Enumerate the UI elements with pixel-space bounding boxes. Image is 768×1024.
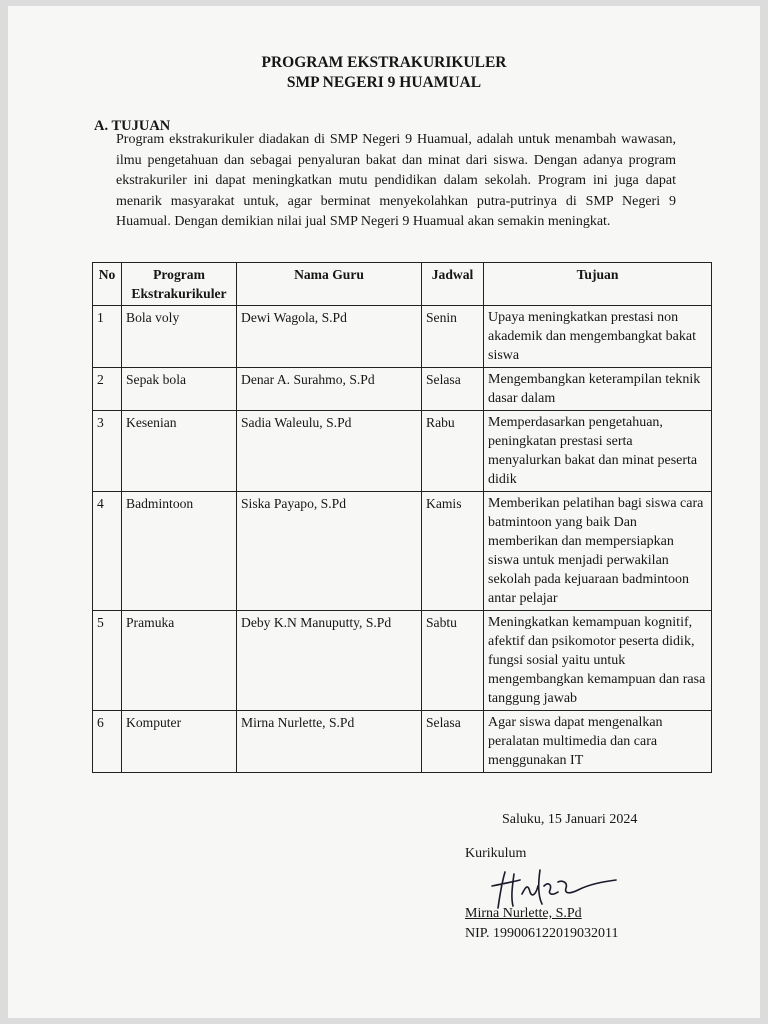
header-nama-guru: Nama Guru — [237, 263, 422, 306]
header-no: No — [93, 263, 122, 306]
signer-name: Mirna Nurlette, S.Pd — [465, 906, 582, 921]
cell-guru: Siska Payapo, S.Pd — [237, 492, 422, 611]
table-row — [93, 711, 712, 773]
table-row — [93, 611, 712, 711]
cell-program: Sepak bola — [122, 368, 237, 411]
cell-tujuan: Memberikan pelatihan bagi siswa cara batmintoon yang baik Dan memberikan dan mempersiapkan siswa untuk menjadi perwakilan sekolah pada kejuaraan badmintoon antar pelajar — [484, 492, 712, 611]
cell-program: Komputer — [122, 711, 237, 773]
cell-jadwal: Rabu — [422, 411, 484, 492]
cell-program: Kesenian — [122, 411, 237, 492]
header-program: Program Ekstrakurikuler — [122, 263, 237, 306]
table-row — [93, 306, 712, 368]
cell-jadwal: Sabtu — [422, 611, 484, 711]
header-tujuan: Tujuan — [484, 263, 712, 306]
cell-no: 5 — [93, 611, 122, 711]
school-name: SMP NEGERI 9 HUAMUAL — [286, 74, 482, 91]
cell-jadwal: Selasa — [422, 711, 484, 773]
cell-program: Bola voly — [122, 306, 237, 368]
cell-no: 3 — [93, 411, 122, 492]
cell-tujuan: Meningkatkan kemampuan kognitif, afektif dan psikomotor peserta didik, fungsi sosial yaitu untuk mengembangkan kemampuan dan rasa tanggung jawab — [484, 611, 712, 711]
document-page — [8, 6, 760, 1018]
cell-tujuan: Mengembangkan keterampilan teknik dasar dalam — [484, 368, 712, 411]
header-jadwal: Jadwal — [422, 263, 484, 306]
cell-no: 4 — [93, 492, 122, 611]
cell-no: 6 — [93, 711, 122, 773]
cell-program: Badmintoon — [122, 492, 237, 611]
cell-guru: Deby K.N Manuputty, S.Pd — [237, 611, 422, 711]
cell-tujuan: Upaya meningkatkan prestasi non akademik dan mengembangkat bakat siswa — [484, 306, 712, 368]
intro-paragraph: Program ekstrakurikuler diadakan di SMP Negeri 9 Huamual, adalah untuk menambah wawasan, ilmu pengetahuan dan sebagai penyaluran bakat dan minat dari siswa. Dengan adanya program ekstrakuriler ini dapat meningkatkan mutu pendidikan dalam sekolah. Program ini juga dapat menarik masyarakat untuk, agar berminat menyekolahkan putra-putrinya di SMP Negeri 9 Huamual. Dengan demikian nilai jual SMP Negeri 9 Huamual akan semakin meningkat. — [116, 132, 676, 229]
program-table — [92, 262, 712, 773]
cell-program: Pramuka — [122, 611, 237, 711]
cell-tujuan: Agar siswa dapat mengenalkan peralatan multimedia dan cara menggunakan IT — [484, 711, 712, 773]
cell-jadwal: Kamis — [422, 492, 484, 611]
cell-guru: Dewi Wagola, S.Pd — [237, 306, 422, 368]
table-row — [93, 368, 712, 411]
document-title: PROGRAM EKSTRAKURIKULER — [261, 54, 507, 71]
table-row — [93, 492, 712, 611]
signer-nip: NIP. 199006122019032011 — [465, 926, 619, 941]
cell-guru: Denar A. Surahmo, S.Pd — [237, 368, 422, 411]
section-heading: A. TUJUAN — [94, 118, 171, 134]
table-row — [93, 411, 712, 492]
cell-jadwal: Senin — [422, 306, 484, 368]
signer-role: Kurikulum — [465, 846, 527, 861]
place-date: Saluku, 15 Januari 2024 — [502, 812, 638, 827]
cell-guru: Mirna Nurlette, S.Pd — [237, 711, 422, 773]
table-header-row — [93, 263, 712, 306]
cell-tujuan: Memperdasarkan pengetahuan, peningkatan prestasi serta menyalurkan bakat dan minat peserta didik — [484, 411, 712, 492]
cell-guru: Sadia Waleulu, S.Pd — [237, 411, 422, 492]
cell-no: 1 — [93, 306, 122, 368]
cell-jadwal: Selasa — [422, 368, 484, 411]
cell-no: 2 — [93, 368, 122, 411]
